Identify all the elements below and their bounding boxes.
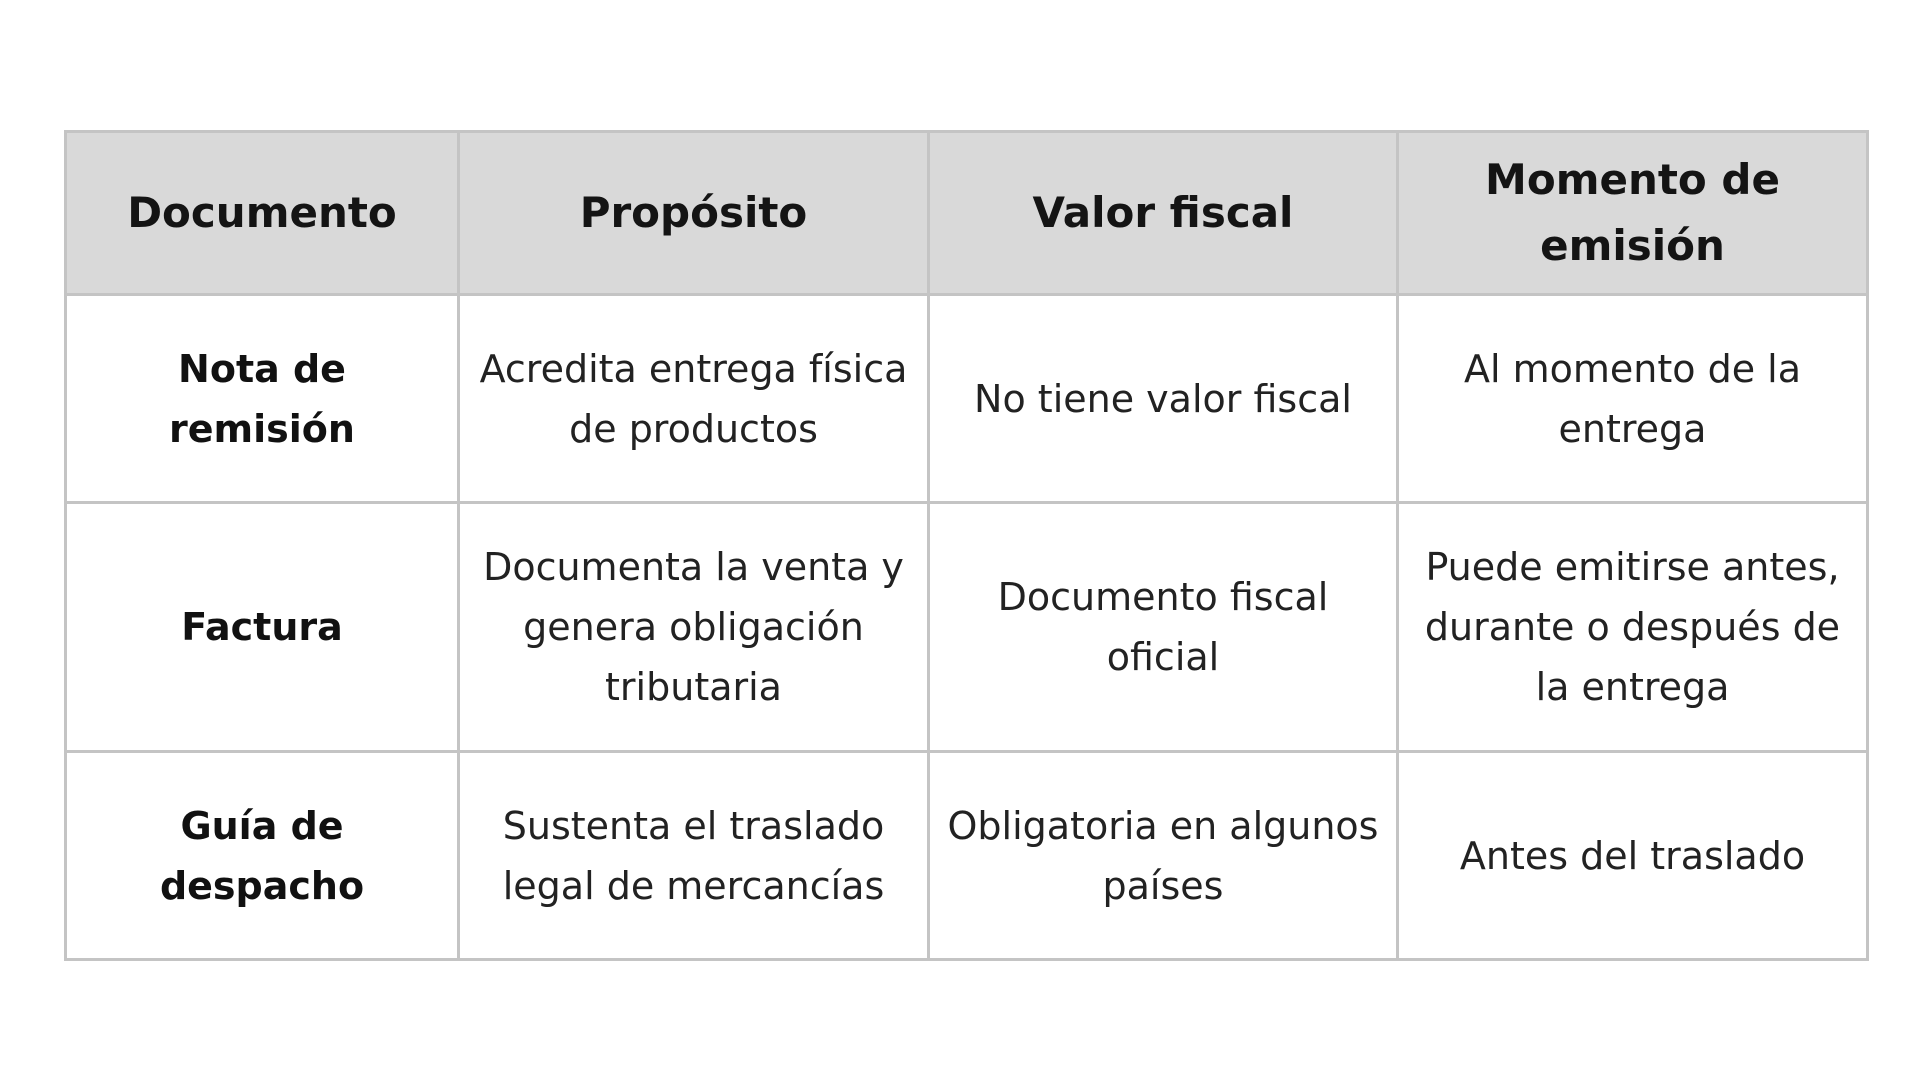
comparison-table — [64, 130, 1869, 961]
table-header — [66, 132, 1868, 295]
comparison-table-container — [64, 130, 1866, 961]
cell-proposito: Documenta la venta y genera obligación tributaria — [459, 503, 929, 752]
cell-momento: Al momento de la entrega — [1398, 295, 1868, 503]
table-row — [66, 752, 1868, 960]
cell-documento: Nota de remisión — [66, 295, 459, 503]
header-valor-fiscal: Valor fiscal — [929, 132, 1398, 295]
table-row — [66, 295, 1868, 503]
header-proposito: Propósito — [459, 132, 929, 295]
cell-documento: Factura — [66, 503, 459, 752]
cell-valor-fiscal: Documento fiscal oficial — [929, 503, 1398, 752]
cell-momento: Puede emitirse antes, durante o después de la entrega — [1398, 503, 1868, 752]
cell-valor-fiscal: No tiene valor fiscal — [929, 295, 1398, 503]
table-body — [66, 295, 1868, 960]
cell-proposito: Acredita entrega física de productos — [459, 295, 929, 503]
header-momento-emision: Momento de emisión — [1398, 132, 1868, 295]
header-documento: Documento — [66, 132, 459, 295]
table-row — [66, 503, 1868, 752]
cell-valor-fiscal: Obligatoria en algunos países — [929, 752, 1398, 960]
cell-documento: Guía de despacho — [66, 752, 459, 960]
cell-momento: Antes del traslado — [1398, 752, 1868, 960]
header-row — [66, 132, 1868, 295]
cell-proposito: Sustenta el traslado legal de mercancías — [459, 752, 929, 960]
